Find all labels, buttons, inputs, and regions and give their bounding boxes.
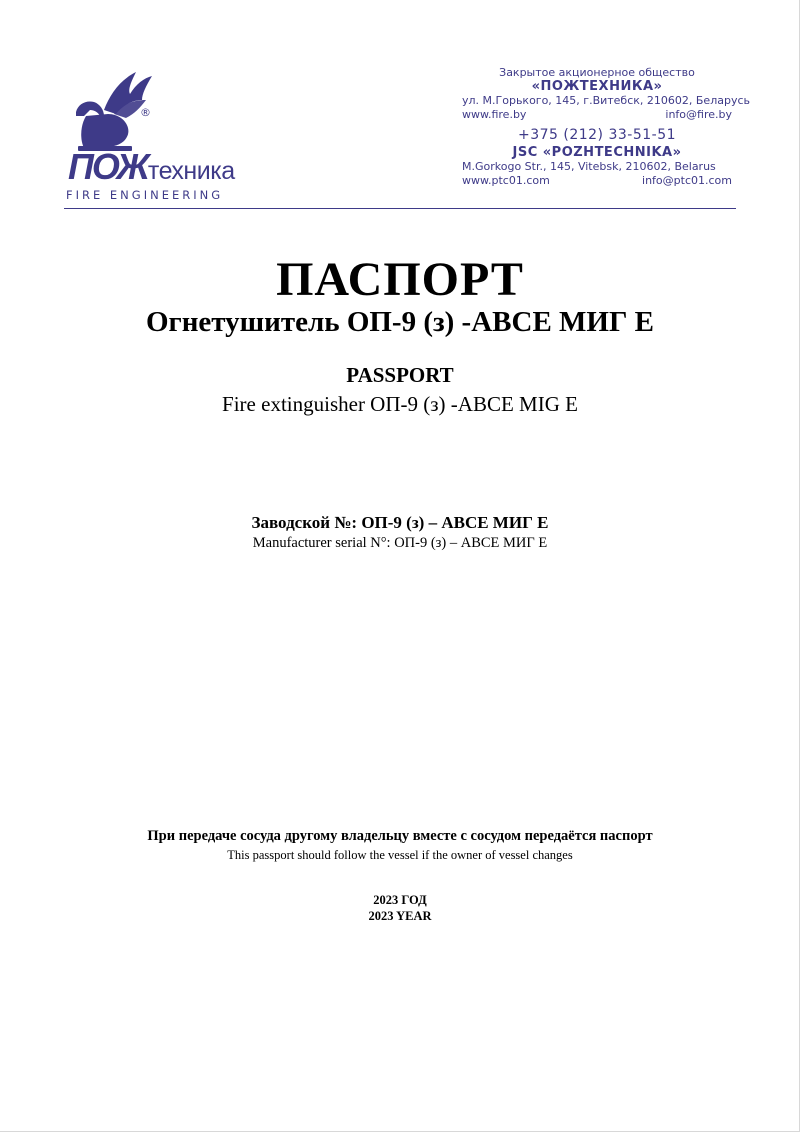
email-ru[interactable]: info@fire.by bbox=[665, 108, 732, 121]
document-subtitle-en: Fire extinguisher ОП-9 (з) -АВСЕ MIG E bbox=[222, 392, 578, 416]
header-divider bbox=[64, 208, 736, 209]
document-title-ru: ПАСПОРТ bbox=[276, 253, 524, 306]
serial-number-en: Manufacturer serial N°: ОП-9 (з) – АВСЕ МИГ Е bbox=[252, 535, 548, 551]
address-en: M.Gorkogo Str., 145, Vitebsk, 210602, Belarus bbox=[462, 160, 716, 173]
ownership-notice-ru: При передаче сосуда другому владельцу вместе с сосудом передаётся паспорт bbox=[147, 828, 653, 844]
year-ru: 2023 ГОД bbox=[373, 893, 427, 907]
address-ru: ул. М.Горького, 145, г.Витебск, 210602, Беларусь bbox=[462, 94, 750, 107]
company-type-ru: Закрытое акционерное общество bbox=[499, 66, 695, 79]
website-ru[interactable]: www.fire.by bbox=[462, 108, 527, 121]
company-name-ru: «ПОЖТЕХНИКА» bbox=[531, 79, 663, 94]
registered-mark: ® bbox=[140, 106, 151, 119]
serial-number-ru: Заводской №: ОП-9 (з) – АВСЕ МИГ Е bbox=[251, 513, 549, 532]
email-en[interactable]: info@ptc01.com bbox=[642, 174, 732, 187]
logo-word-bold: ПОЖ bbox=[68, 146, 148, 187]
logo-word-thin: техника bbox=[147, 157, 235, 185]
year-en: 2023 YEAR bbox=[368, 909, 432, 923]
document-title-en: PASSPORT bbox=[346, 363, 454, 387]
contact-block bbox=[462, 66, 750, 188]
phone-number: +375 (212) 33-51-51 bbox=[517, 127, 677, 143]
website-en[interactable]: www.ptc01.com bbox=[462, 174, 550, 187]
logo-tagline: FIRE ENGINEERING bbox=[66, 188, 224, 202]
company-name-en: JSC «POZHTECHNIKA» bbox=[512, 145, 682, 160]
logo-wordmark bbox=[68, 146, 235, 188]
contacts-ru-row bbox=[462, 108, 732, 122]
contacts-en-row bbox=[462, 174, 732, 188]
document-subtitle-ru: Огнетушитель ОП-9 (з) -АВСЕ МИГ Е bbox=[145, 306, 655, 338]
ownership-notice-en: This passport should follow the vessel if the owner of vessel changes bbox=[227, 848, 573, 862]
